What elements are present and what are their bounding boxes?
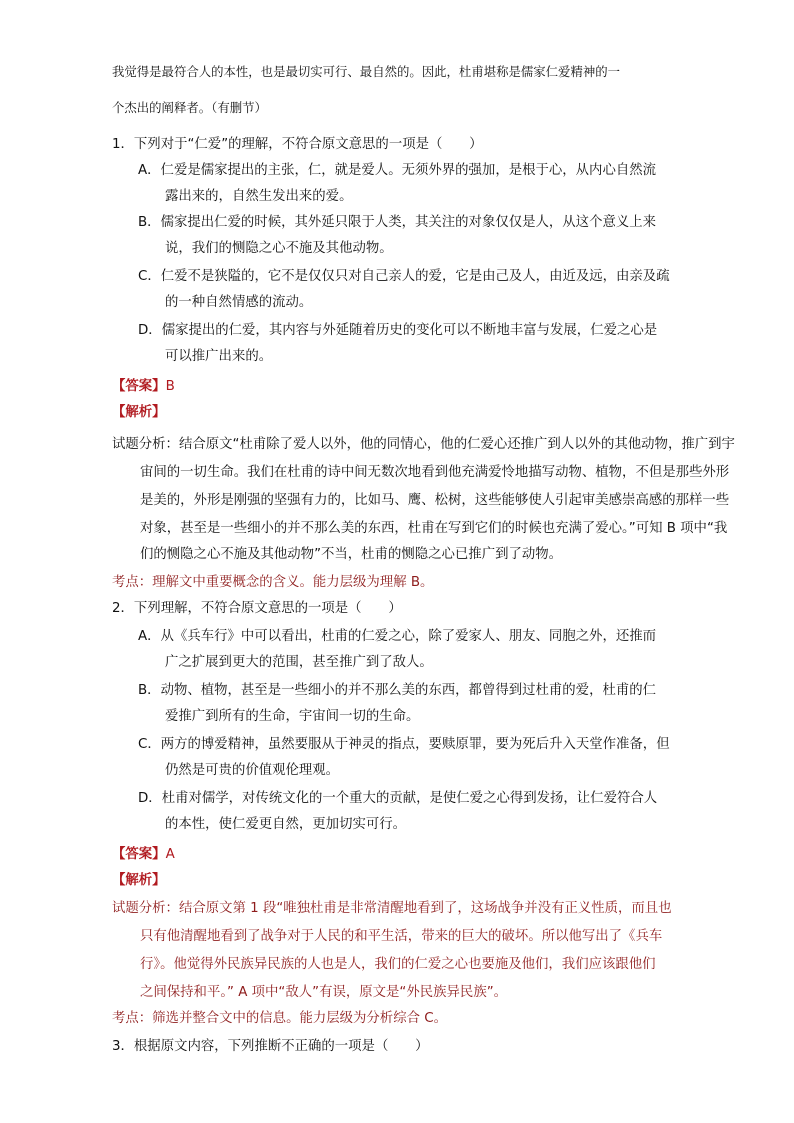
q2-option-a-line1: A．从《兵车行》中可以看出，杜甫的仁爱之心，除了爱家人、朋友、同胞之外，还推而 [138, 629, 657, 644]
q2-option-d-line1: D．杜甫对儒学，对传统文化的一个重大的贡献，是使仁爱之心得到发扬，让仁爱符合人 [138, 791, 658, 806]
q2-analysis-line-4: 之间保持和平。” A 项中“敌人”有误，原文是“外民族异民族”。 [140, 985, 508, 1000]
answer-value: A [165, 847, 175, 862]
q2-analysis-line-1: 试题分析：结合原文第 1 段“唯独杜甫是非常清醒地看到了，这场战争并没有正义性质，而且也 [112, 901, 672, 916]
q2-analysis-line-3: 行》。他觉得外民族异民族的人也是人，我们的仁爱之心也要施及他们，我们应该跟他们 [140, 957, 656, 972]
q1-analysis-line-1: 试题分析：结合原文“杜甫除了爱人以外，他的同情心，他的仁爱心还推广到人以外的其他动物，推广到宇 [112, 437, 735, 452]
q2-answer [112, 846, 175, 864]
q1-option-a-line2: 露出来的，自然生发出来的爱。 [165, 189, 353, 204]
q1-analysis-line-3: 是美的，外形是刚强的坚强有力的，比如马、鹰、松树，这些能够使人引起审美感崇高感的那样一些 [140, 493, 730, 508]
q2-option-c-line1: C．两方的博爱精神，虽然要服从于神灵的指点，要赎原罪，要为死后升入天堂作准备，但 [138, 737, 670, 752]
q1-analysis-line-5: 们的恻隐之心不施及其他动物”不当，杜甫的恻隐之心已推广到了动物。 [140, 547, 563, 562]
q1-option-c-line1: C．仁爱不是狭隘的，它不是仅仅只对自己亲人的爱，它是由己及人，由近及远，由亲及疏 [138, 269, 670, 284]
q2-kaodian: 考点：筛选并整合文中的信息。能力层级为分析综合 C。 [112, 1011, 447, 1026]
q3-stem: 3．根据原文内容，下列推断不正确的一项是（ ） [112, 1039, 429, 1054]
q1-stem: 1．下列对于“仁爱”的理解，不符合原文意思的一项是（ ） [112, 137, 483, 152]
intro-line-1: 我觉得是最符合人的本性，也是最切实可行、最自然的。因此，杜甫堪称是儒家仁爱精神的一 [112, 64, 621, 79]
answer-tag: 【答案】 [112, 847, 166, 862]
q2-option-c-line2: 仍然是可贵的价值观伦理观。 [165, 763, 340, 778]
q1-option-d-line2: 可以推广出来的。 [165, 349, 273, 364]
q2-option-b-line2: 爱推广到所有的生命，宇宙间一切的生命。 [165, 709, 420, 724]
intro-line-2: 个杰出的阐释者。（有删节） [112, 100, 267, 115]
q1-option-b-line2: 说，我们的恻隐之心不施及其他动物。 [165, 241, 393, 256]
q2-option-a-line2: 广之扩展到更大的范围，甚至推广到了敌人。 [165, 655, 433, 670]
answer-tag: 【答案】 [112, 379, 166, 394]
q1-option-d-line1: D．儒家提出的仁爱，其内容与外延随着历史的变化可以不断地丰富与发展，仁爱之心是 [138, 323, 658, 338]
q2-option-b-line1: B．动物、植物，甚至是一些细小的并不那么美的东西，都曾得到过杜甫的爱，杜甫的仁 [138, 683, 657, 698]
q1-option-c-line2: 的一种自然情感的流动。 [165, 295, 313, 310]
q1-kaodian: 考点：理解文中重要概念的含义。能力层级为理解 B。 [112, 575, 434, 590]
q1-analysis-line-2: 宙间的一切生命。我们在杜甫的诗中间无数次地看到他充满爱怜地描写动物、植物，不但是那些外形 [140, 465, 730, 480]
q2-stem: 2．下列理解，不符合原文意思的一项是（ ） [112, 601, 402, 616]
q1-option-b-line1: B．儒家提出仁爱的时候，其外延只限于人类，其关注的对象仅仅是人，从这个意义上来 [138, 215, 657, 230]
answer-value: B [165, 379, 175, 394]
q2-analysis-line-2: 只有他清醒地看到了战争对于人民的和平生活，带来的巨大的破坏。所以他写出了《兵车 [140, 929, 663, 944]
q1-analysis-tag: 【解析】 [112, 405, 166, 420]
q1-analysis-line-4: 对象，甚至是一些细小的并不那么美的东西，杜甫在写到它们的时候也充满了爱心。”可知 B 项中“我 [140, 521, 728, 536]
q1-option-a-line1: A．仁爱是儒家提出的主张，仁，就是爱人。无须外界的强加，是根于心，从内心自然流 [138, 163, 657, 178]
q1-answer [112, 378, 175, 396]
q2-option-d-line2: 的本性，使仁爱更自然，更加切实可行。 [165, 817, 407, 832]
q2-analysis-tag: 【解析】 [112, 873, 166, 888]
